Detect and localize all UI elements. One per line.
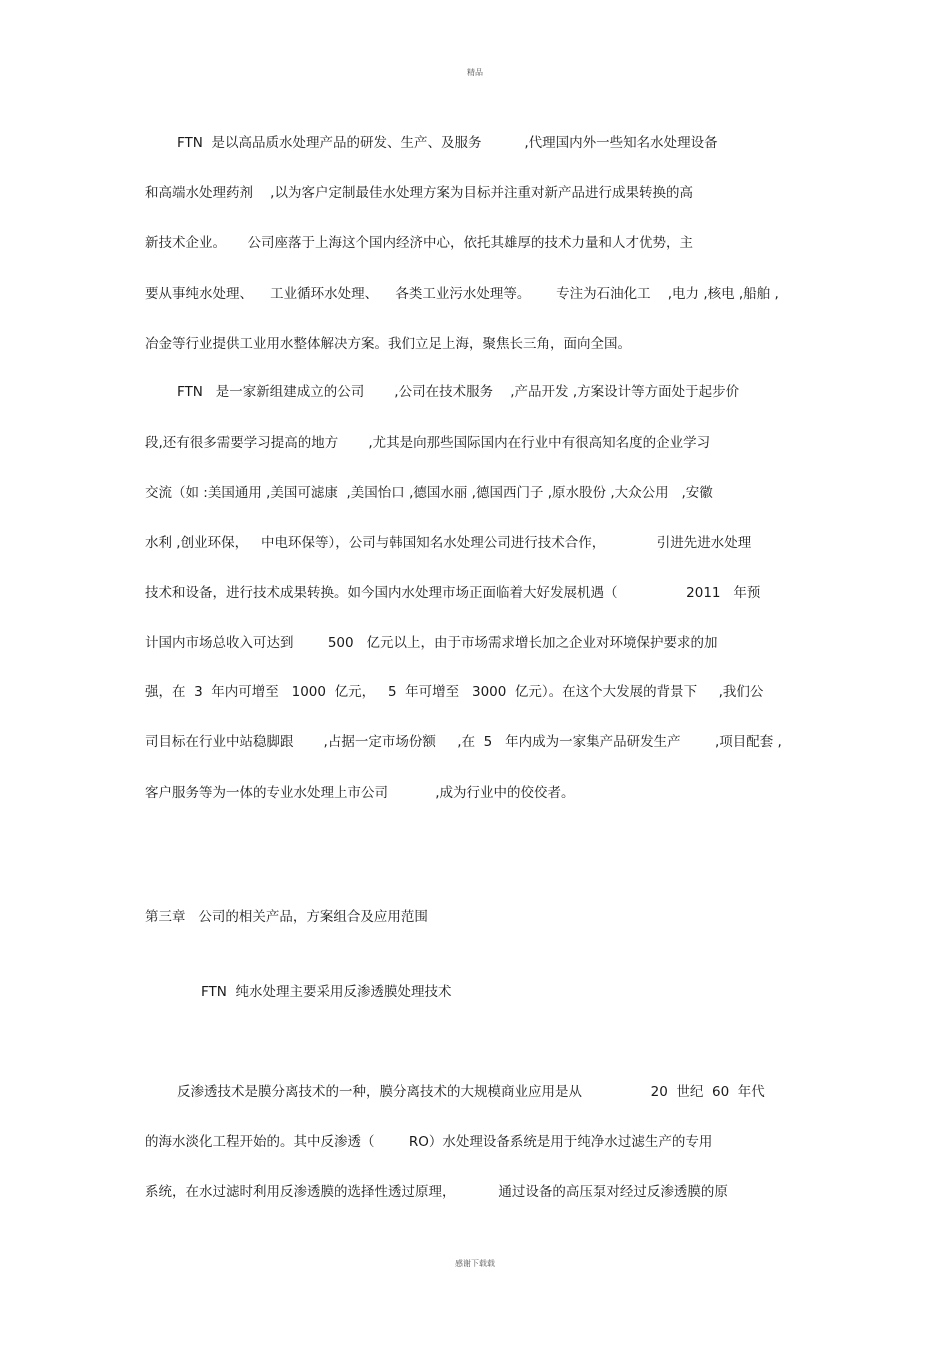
paragraph-2-line-6: 计国内市场总收入可达到 500 亿元以上，由于市场需求增长加之企业对环境保护要求的加 (145, 635, 718, 651)
chapter-title: 第三章 公司的相关产品，方案组合及应用范围 (145, 909, 428, 925)
paragraph-2-line-7: 强，在 3 年内可增至 1000 亿元， 5 年可增至 3000 亿元）。在这个大发展的背景下 ,我们公 (145, 684, 764, 700)
paragraph-2-line-9: 客户服务等为一体的专业水处理上市公司 ,成为行业中的佼佼者。 (145, 785, 575, 801)
paragraph-3-line-1: 反渗透技术是膜分离技术的一种，膜分离技术的大规模商业应用是从 20 世纪 60 年代 (177, 1084, 765, 1100)
paragraph-1-line-5: 冶金等行业提供工业用水整体解决方案。我们立足上海，聚焦长三角，面向全国。 (145, 336, 631, 352)
paragraph-1-line-2: 和高端水处理药剂 ,以为客户定制最佳水处理方案为目标并注重对新产品进行成果转换的高 (145, 185, 693, 201)
paragraph-1-line-4: 要从事纯水处理、 工业循环水处理、 各类工业污水处理等。 专注为石油化工 ,电力 ,核电 ,船舶 , (145, 286, 779, 302)
page-footer: 感谢下载载 (455, 1259, 495, 1268)
paragraph-2-line-8: 司目标在行业中站稳脚跟 ,占据一定市场份额 ,在 5 年内成为一家集产品研发生产 ,项目配套 , (145, 734, 782, 750)
page-header: 精品 (467, 68, 483, 77)
paragraph-2-line-4: 水利 ,创业环保， 中电环保等），公司与韩国知名水处理公司进行技术合作， 引进先进水处理 (145, 535, 752, 551)
paragraph-2-line-2: 段,还有很多需要学习提高的地方 ,尤其是向那些国际国内在行业中有很高知名度的企业学习 (145, 435, 711, 451)
paragraph-3-line-3: 系统，在水过滤时利用反渗透膜的选择性透过原理， 通过设备的高压泵对经过反渗透膜的原 (145, 1184, 728, 1200)
paragraph-1-line-1: FTN 是以高品质水处理产品的研发、生产、及服务 ,代理国内外一些知名水处理设备 (177, 135, 718, 151)
paragraph-1-line-3: 新技术企业。 公司座落于上海这个国内经济中心，依托其雄厚的技术力量和人才优势，主 (145, 235, 693, 251)
paragraph-2-line-3: 交流（如 :美国通用 ,美国可滤康 ,美国怡口 ,德国水丽 ,德国西门子 ,原水股份 ,大众公用 ,安徽 (145, 485, 713, 501)
section-title: FTN 纯水处理主要采用反渗透膜处理技术 (201, 984, 452, 1000)
paragraph-3-line-2: 的海水淡化工程开始的。其中反渗透（ RO）水处理设备系统是用于纯净水过滤生产的专用 (145, 1134, 713, 1150)
paragraph-2-line-1: FTN 是一家新组建成立的公司 ,公司在技术服务 ,产品开发 ,方案设计等方面处于起步价 (177, 384, 740, 400)
paragraph-2-line-5: 技术和设备，进行技术成果转换。如今国内水处理市场正面临着大好发展机遇（ 2011 年预 (145, 585, 761, 601)
